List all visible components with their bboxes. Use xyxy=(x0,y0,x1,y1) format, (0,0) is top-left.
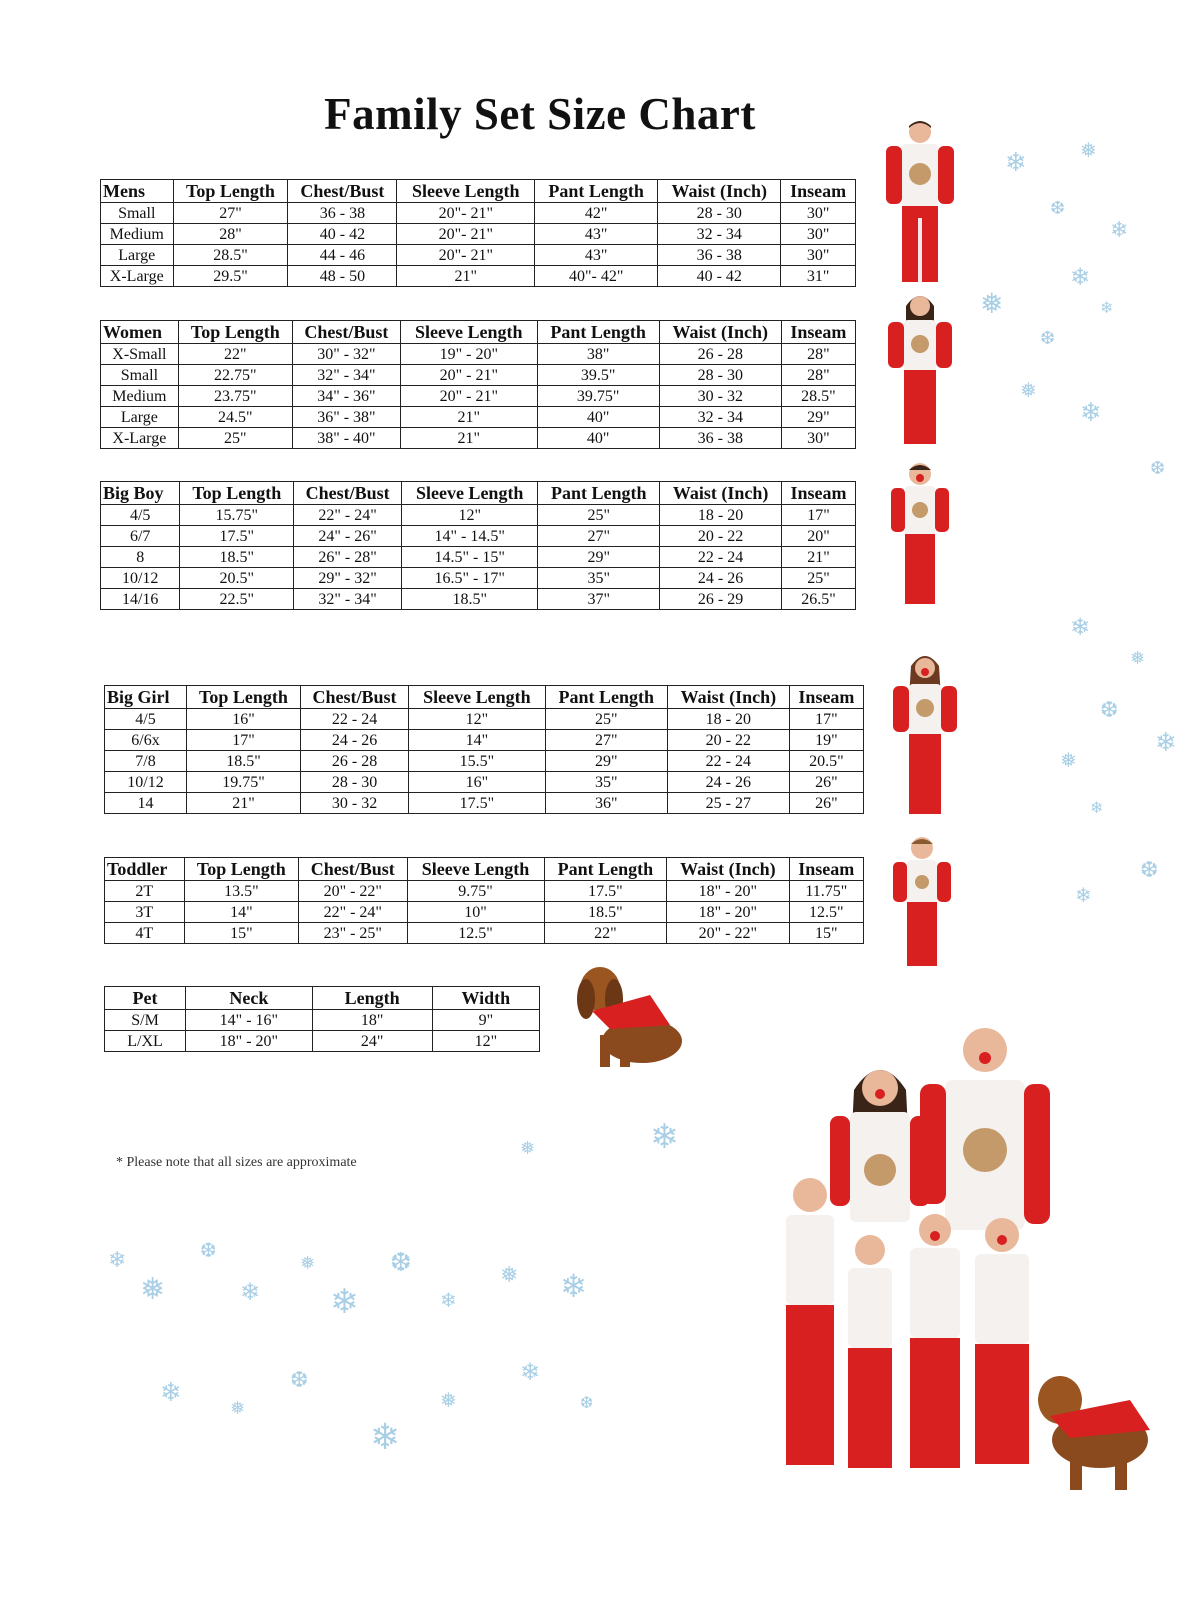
column-header: Chest/Bust xyxy=(299,858,407,881)
size-value-cell: 40"- 42" xyxy=(535,266,658,287)
size-value-cell: 34" - 36" xyxy=(292,386,400,407)
table-row xyxy=(101,203,856,224)
size-value-cell: 27" xyxy=(545,730,667,751)
size-value-cell: 44 - 46 xyxy=(288,245,397,266)
size-value-cell: 22" xyxy=(544,923,666,944)
size-value-cell: 28" xyxy=(173,224,288,245)
mens-pajama-model-image xyxy=(880,118,960,288)
size-value-cell: 20" - 22" xyxy=(667,923,789,944)
size-value-cell: 43" xyxy=(535,245,658,266)
size-value-cell: 18" - 20" xyxy=(186,1031,313,1052)
size-value-cell: 38" - 40" xyxy=(292,428,400,449)
size-value-cell: 12.5" xyxy=(407,923,544,944)
size-value-cell: 24.5" xyxy=(178,407,292,428)
size-value-cell: 17" xyxy=(789,709,863,730)
size-value-cell: 23" - 25" xyxy=(299,923,407,944)
column-header: Sleeve Length xyxy=(400,321,537,344)
column-header: Waist (Inch) xyxy=(660,482,782,505)
size-value-cell: 12" xyxy=(402,505,538,526)
column-header: Top Length xyxy=(178,321,292,344)
size-value-cell: 20"- 21" xyxy=(397,224,535,245)
size-value-cell: 21" xyxy=(186,793,300,814)
size-value-cell: 17" xyxy=(186,730,300,751)
size-label-cell: 4/5 xyxy=(101,505,180,526)
size-value-cell: 24 - 26 xyxy=(660,568,782,589)
column-header: Pant Length xyxy=(537,321,659,344)
size-label-cell: 2T xyxy=(105,881,185,902)
column-header: Inseam xyxy=(789,686,863,709)
women-size-table xyxy=(100,320,856,449)
table-row xyxy=(105,1010,540,1031)
big-girl-pajama-model-image xyxy=(885,650,965,820)
column-header: Top Length xyxy=(186,686,300,709)
size-value-cell: 38" xyxy=(537,344,659,365)
size-value-cell: 36" - 38" xyxy=(292,407,400,428)
size-label-cell: X-Large xyxy=(101,428,179,449)
size-value-cell: 40 - 42 xyxy=(288,224,397,245)
size-value-cell: 17.5" xyxy=(544,881,666,902)
table-row xyxy=(105,751,864,772)
column-header: Pant Length xyxy=(544,858,666,881)
size-value-cell: 35" xyxy=(545,772,667,793)
size-value-cell: 20"- 21" xyxy=(397,203,535,224)
size-value-cell: 16.5" - 17" xyxy=(402,568,538,589)
column-header: Top Length xyxy=(180,482,294,505)
size-value-cell: 35" xyxy=(538,568,660,589)
size-value-cell: 20" xyxy=(782,526,856,547)
size-value-cell: 14" xyxy=(409,730,546,751)
size-value-cell: 27" xyxy=(538,526,660,547)
column-header: Pant Length xyxy=(535,180,658,203)
size-value-cell: 20.5" xyxy=(180,568,294,589)
size-label-cell: 3T xyxy=(105,902,185,923)
size-label-cell: 6/7 xyxy=(101,526,180,547)
size-value-cell: 28 - 30 xyxy=(658,203,781,224)
column-header: Pant Length xyxy=(545,686,667,709)
table-category-header: Pet xyxy=(105,987,186,1010)
column-header: Sleeve Length xyxy=(402,482,538,505)
family-pajama-group-image xyxy=(770,1020,1170,1520)
size-value-cell: 22 - 24 xyxy=(667,751,789,772)
size-value-cell: 18" xyxy=(312,1010,432,1031)
column-header: Neck xyxy=(186,987,313,1010)
column-header: Inseam xyxy=(782,482,856,505)
size-value-cell: 26 - 29 xyxy=(660,589,782,610)
size-value-cell: 21" xyxy=(782,547,856,568)
table-header-row xyxy=(101,321,856,344)
size-value-cell: 30 - 32 xyxy=(300,793,408,814)
big-boy-size-table xyxy=(100,481,856,610)
size-value-cell: 40 - 42 xyxy=(658,266,781,287)
size-value-cell: 9.75" xyxy=(407,881,544,902)
size-value-cell: 15" xyxy=(789,923,863,944)
size-value-cell: 32" - 34" xyxy=(292,365,400,386)
table-header-row xyxy=(105,686,864,709)
size-value-cell: 14.5" - 15" xyxy=(402,547,538,568)
size-value-cell: 25" xyxy=(538,505,660,526)
size-value-cell: 22" - 24" xyxy=(299,902,407,923)
size-value-cell: 40" xyxy=(537,407,659,428)
size-value-cell: 19" - 20" xyxy=(400,344,537,365)
column-header: Inseam xyxy=(789,858,863,881)
size-value-cell: 26" xyxy=(789,793,863,814)
table-category-header: Big Girl xyxy=(105,686,187,709)
size-value-cell: 12.5" xyxy=(789,902,863,923)
size-value-cell: 29" xyxy=(781,407,855,428)
table-row xyxy=(101,344,856,365)
big-girl-size-table xyxy=(104,685,864,814)
big-boy-pajama-model-image xyxy=(885,458,955,608)
size-value-cell: 17.5" xyxy=(409,793,546,814)
size-value-cell: 14" xyxy=(184,902,298,923)
table-row xyxy=(101,224,856,245)
size-value-cell: 17" xyxy=(782,505,856,526)
table-row xyxy=(105,902,864,923)
size-label-cell: Large xyxy=(101,245,174,266)
size-value-cell: 26 - 28 xyxy=(300,751,408,772)
size-label-cell: Medium xyxy=(101,224,174,245)
size-value-cell: 13.5" xyxy=(184,881,298,902)
size-value-cell: 22" - 24" xyxy=(294,505,402,526)
table-row xyxy=(101,365,856,386)
column-header: Waist (Inch) xyxy=(667,858,789,881)
size-value-cell: 20"- 21" xyxy=(397,245,535,266)
sizes-approximate-note: * Please note that all sizes are approximate xyxy=(116,1155,357,1170)
size-value-cell: 12" xyxy=(432,1031,539,1052)
size-value-cell: 22.75" xyxy=(178,365,292,386)
size-value-cell: 9" xyxy=(432,1010,539,1031)
size-value-cell: 28" xyxy=(781,344,855,365)
size-value-cell: 32 - 34 xyxy=(658,224,781,245)
table-row xyxy=(101,428,856,449)
table-row xyxy=(101,526,856,547)
table-row xyxy=(105,923,864,944)
size-value-cell: 30" xyxy=(781,428,855,449)
size-value-cell: 18.5" xyxy=(402,589,538,610)
size-value-cell: 48 - 50 xyxy=(288,266,397,287)
size-value-cell: 20 - 22 xyxy=(667,730,789,751)
table-header-row xyxy=(101,180,856,203)
size-value-cell: 24" xyxy=(312,1031,432,1052)
size-value-cell: 42" xyxy=(535,203,658,224)
size-value-cell: 18 - 20 xyxy=(667,709,789,730)
size-value-cell: 40" xyxy=(537,428,659,449)
page-title: Family Set Size Chart xyxy=(324,89,756,139)
size-value-cell: 19.75" xyxy=(186,772,300,793)
size-value-cell: 29" - 32" xyxy=(294,568,402,589)
toddler-pajama-model-image xyxy=(887,832,957,972)
size-label-cell: 14/16 xyxy=(101,589,180,610)
size-value-cell: 43" xyxy=(535,224,658,245)
table-category-header: Big Boy xyxy=(101,482,180,505)
size-value-cell: 31" xyxy=(781,266,856,287)
table-row xyxy=(105,793,864,814)
table-row xyxy=(105,730,864,751)
column-header: Inseam xyxy=(781,321,855,344)
size-value-cell: 23.75" xyxy=(178,386,292,407)
size-value-cell: 29.5" xyxy=(173,266,288,287)
size-value-cell: 36 - 38 xyxy=(658,245,781,266)
size-value-cell: 20" - 21" xyxy=(400,365,537,386)
womens-pajama-model-image xyxy=(880,290,960,450)
table-row xyxy=(101,266,856,287)
column-header: Waist (Inch) xyxy=(658,180,781,203)
size-value-cell: 22.5" xyxy=(180,589,294,610)
size-value-cell: 39.75" xyxy=(537,386,659,407)
column-header: Chest/Bust xyxy=(292,321,400,344)
size-value-cell: 27" xyxy=(173,203,288,224)
size-value-cell: 15.5" xyxy=(409,751,546,772)
size-value-cell: 30" xyxy=(781,224,856,245)
size-value-cell: 22 - 24 xyxy=(660,547,782,568)
size-value-cell: 36" xyxy=(545,793,667,814)
size-value-cell: 29" xyxy=(545,751,667,772)
table-row xyxy=(101,589,856,610)
size-label-cell: 7/8 xyxy=(105,751,187,772)
size-value-cell: 25" xyxy=(782,568,856,589)
table-row xyxy=(101,505,856,526)
size-label-cell: Medium xyxy=(101,386,179,407)
table-header-row xyxy=(101,482,856,505)
size-value-cell: 25 - 27 xyxy=(667,793,789,814)
size-value-cell: 30 - 32 xyxy=(659,386,781,407)
toddler-size-table xyxy=(104,857,864,944)
column-header: Chest/Bust xyxy=(300,686,408,709)
size-value-cell: 19" xyxy=(789,730,863,751)
table-row xyxy=(101,386,856,407)
size-value-cell: 20 - 22 xyxy=(660,526,782,547)
size-value-cell: 36 - 38 xyxy=(659,428,781,449)
pet-bandana-dog-image xyxy=(570,955,690,1075)
mens-size-table xyxy=(100,179,856,287)
size-value-cell: 30" - 32" xyxy=(292,344,400,365)
size-value-cell: 28.5" xyxy=(781,386,855,407)
size-value-cell: 14" - 14.5" xyxy=(402,526,538,547)
size-value-cell: 18.5" xyxy=(186,751,300,772)
size-value-cell: 28 - 30 xyxy=(300,772,408,793)
size-value-cell: 26.5" xyxy=(782,589,856,610)
size-value-cell: 18 - 20 xyxy=(660,505,782,526)
size-value-cell: 15.75" xyxy=(180,505,294,526)
size-value-cell: 32" - 34" xyxy=(294,589,402,610)
size-value-cell: 30" xyxy=(781,245,856,266)
size-value-cell: 22 - 24 xyxy=(300,709,408,730)
table-header-row xyxy=(105,987,540,1010)
table-row xyxy=(101,547,856,568)
column-header: Waist (Inch) xyxy=(659,321,781,344)
size-label-cell: 10/12 xyxy=(105,772,187,793)
size-label-cell: 10/12 xyxy=(101,568,180,589)
size-value-cell: 18" - 20" xyxy=(667,881,789,902)
size-value-cell: 36 - 38 xyxy=(288,203,397,224)
size-value-cell: 20" - 21" xyxy=(400,386,537,407)
size-label-cell: 14 xyxy=(105,793,187,814)
size-value-cell: 24 - 26 xyxy=(667,772,789,793)
size-value-cell: 18.5" xyxy=(544,902,666,923)
table-header-row xyxy=(105,858,864,881)
size-value-cell: 30" xyxy=(781,203,856,224)
size-value-cell: 26 - 28 xyxy=(659,344,781,365)
size-label-cell: L/XL xyxy=(105,1031,186,1052)
size-value-cell: 29" xyxy=(538,547,660,568)
size-value-cell: 32 - 34 xyxy=(659,407,781,428)
size-label-cell: Small xyxy=(101,365,179,386)
size-value-cell: 21" xyxy=(400,428,537,449)
size-value-cell: 25" xyxy=(545,709,667,730)
size-value-cell: 21" xyxy=(400,407,537,428)
size-value-cell: 22" xyxy=(178,344,292,365)
size-label-cell: X-Small xyxy=(101,344,179,365)
size-value-cell: 16" xyxy=(186,709,300,730)
size-label-cell: 4T xyxy=(105,923,185,944)
size-value-cell: 20.5" xyxy=(789,751,863,772)
table-row xyxy=(101,568,856,589)
size-value-cell: 12" xyxy=(409,709,546,730)
size-value-cell: 26" - 28" xyxy=(294,547,402,568)
size-value-cell: 24" - 26" xyxy=(294,526,402,547)
size-value-cell: 28" xyxy=(781,365,855,386)
column-header: Width xyxy=(432,987,539,1010)
column-header: Sleeve Length xyxy=(409,686,546,709)
size-value-cell: 26" xyxy=(789,772,863,793)
size-value-cell: 10" xyxy=(407,902,544,923)
size-label-cell: X-Large xyxy=(101,266,174,287)
table-category-header: Mens xyxy=(101,180,174,203)
size-value-cell: 28 - 30 xyxy=(659,365,781,386)
table-row xyxy=(105,1031,540,1052)
size-label-cell: 8 xyxy=(101,547,180,568)
column-header: Pant Length xyxy=(538,482,660,505)
column-header: Waist (Inch) xyxy=(667,686,789,709)
size-value-cell: 39.5" xyxy=(537,365,659,386)
size-value-cell: 24 - 26 xyxy=(300,730,408,751)
table-category-header: Toddler xyxy=(105,858,185,881)
column-header: Sleeve Length xyxy=(397,180,535,203)
table-row xyxy=(101,245,856,266)
size-value-cell: 14" - 16" xyxy=(186,1010,313,1031)
size-value-cell: 11.75" xyxy=(789,881,863,902)
size-value-cell: 25" xyxy=(178,428,292,449)
table-row xyxy=(105,709,864,730)
size-label-cell: 4/5 xyxy=(105,709,187,730)
size-label-cell: Large xyxy=(101,407,179,428)
column-header: Top Length xyxy=(173,180,288,203)
size-value-cell: 18" - 20" xyxy=(667,902,789,923)
table-row xyxy=(105,772,864,793)
pet-size-table xyxy=(104,986,540,1052)
column-header: Length xyxy=(312,987,432,1010)
size-label-cell: Small xyxy=(101,203,174,224)
size-label-cell: S/M xyxy=(105,1010,186,1031)
column-header: Inseam xyxy=(781,180,856,203)
size-value-cell: 15" xyxy=(184,923,298,944)
size-value-cell: 16" xyxy=(409,772,546,793)
column-header: Top Length xyxy=(184,858,298,881)
table-category-header: Women xyxy=(101,321,179,344)
size-value-cell: 17.5" xyxy=(180,526,294,547)
column-header: Chest/Bust xyxy=(294,482,402,505)
size-value-cell: 18.5" xyxy=(180,547,294,568)
table-row xyxy=(101,407,856,428)
size-value-cell: 37" xyxy=(538,589,660,610)
size-value-cell: 20" - 22" xyxy=(299,881,407,902)
table-row xyxy=(105,881,864,902)
size-value-cell: 21" xyxy=(397,266,535,287)
size-label-cell: 6/6x xyxy=(105,730,187,751)
column-header: Chest/Bust xyxy=(288,180,397,203)
size-value-cell: 28.5" xyxy=(173,245,288,266)
column-header: Sleeve Length xyxy=(407,858,544,881)
